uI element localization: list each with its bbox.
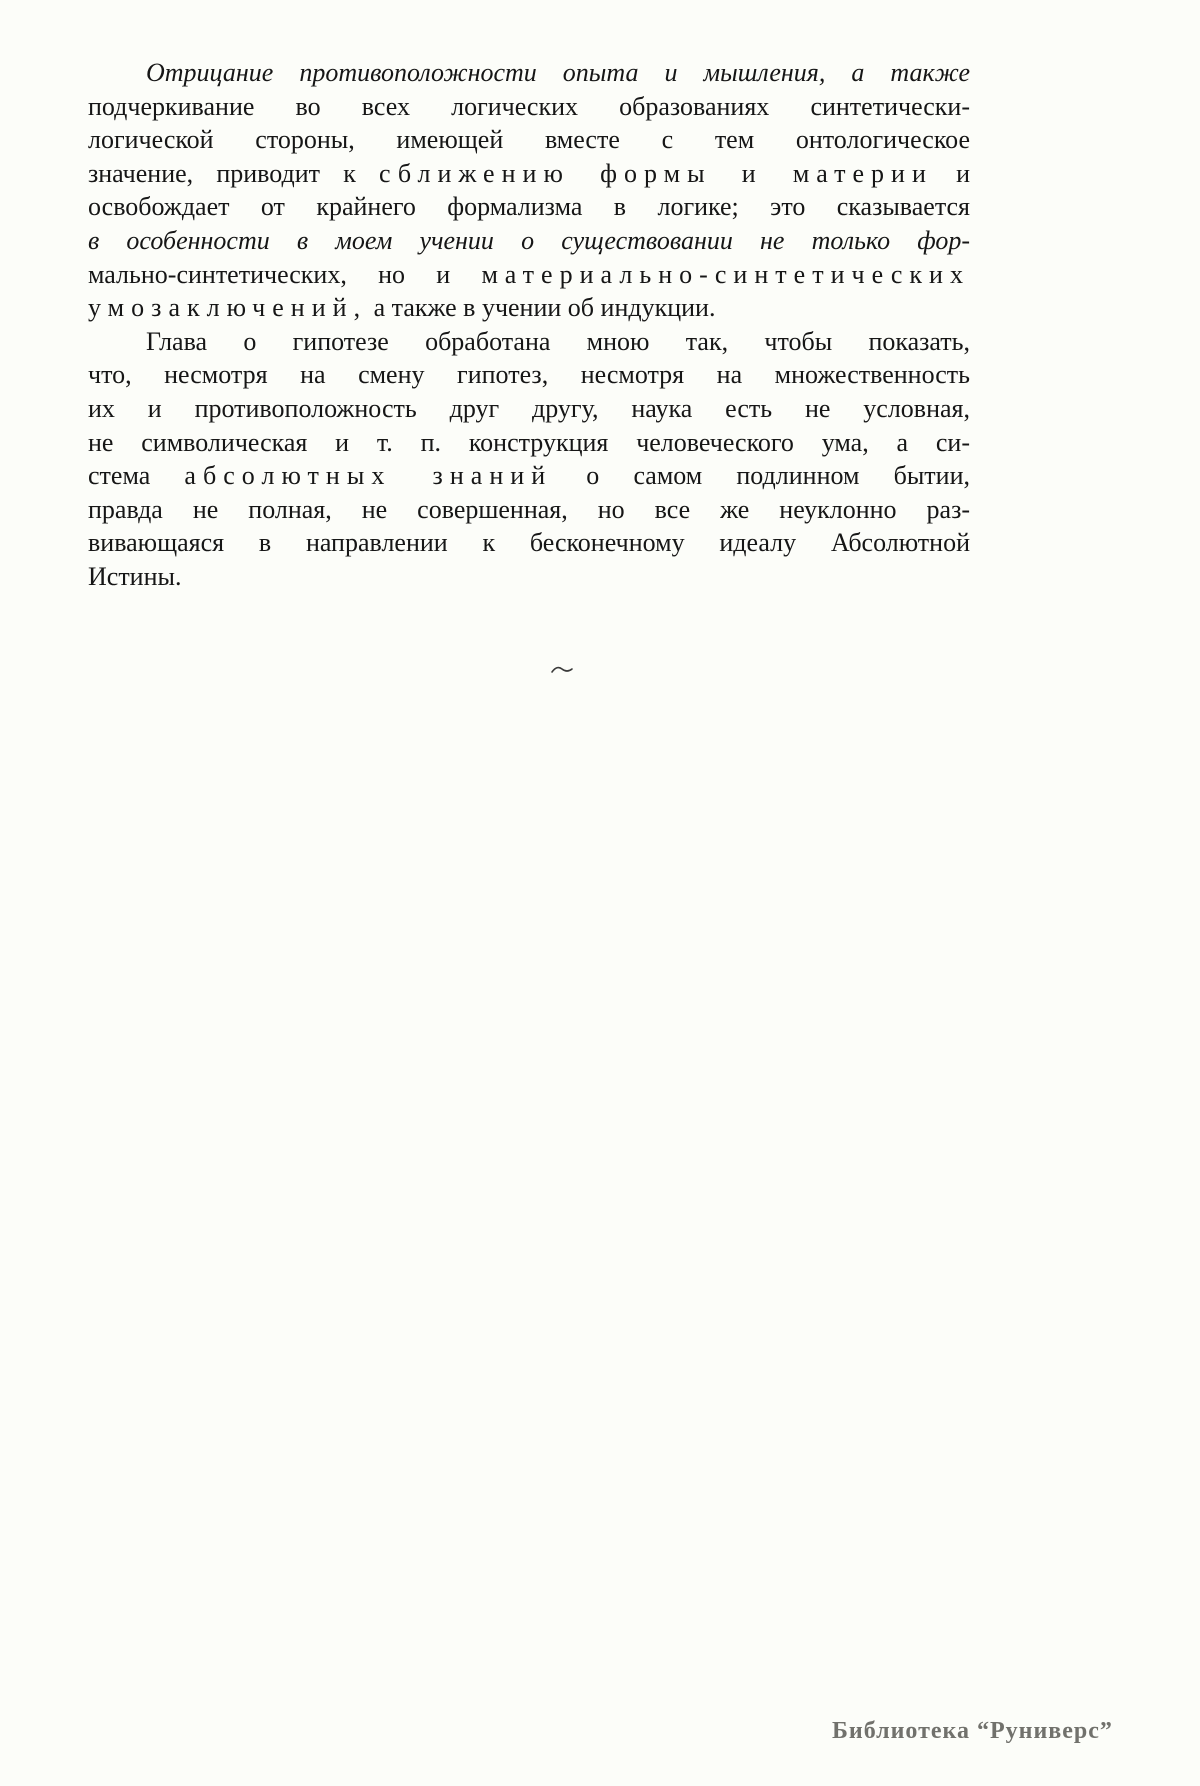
- text-segment-spaced: абсолютных знаний: [184, 461, 553, 491]
- text-segment-normal: вивающаяся в направлении к бесконечному идеалу Абсолютной: [88, 528, 970, 558]
- text-line: [88, 526, 970, 560]
- text-segment-italic: Отрицание противоположности опыта и мышления, а также: [146, 58, 970, 87]
- text-line: [88, 291, 970, 325]
- text-line: [88, 190, 970, 224]
- text-segment-normal: их и противоположность друг другу, наука есть не условная,: [88, 393, 970, 423]
- text-segment-normal: Глава о гипотезе обработана мною так, чтобы показать,: [146, 326, 970, 356]
- text-segment-normal: значение, приводит к: [88, 158, 379, 188]
- text-segment-spaced: материально-синтетических: [481, 259, 970, 289]
- library-watermark: Библиотека “Руниверс”: [832, 1718, 1113, 1744]
- text-line: [88, 157, 970, 191]
- text-segment-normal: о самом подлинном бытии,: [552, 461, 970, 491]
- text-line: [88, 459, 970, 493]
- text-segment-normal: освобождает от крайнего формализма в логике; это сказывается: [88, 192, 970, 222]
- text-segment-normal: подчеркивание во всех логических образованиях синтетически-: [88, 91, 970, 121]
- text-line: [88, 224, 970, 258]
- text-segment-normal: что, несмотря на смену гипотез, несмотря на множественность: [88, 360, 970, 390]
- text-line: [88, 258, 970, 292]
- text-line: [88, 123, 970, 157]
- text-line: [88, 56, 970, 90]
- text-segment-normal: логической стороны, имеющей вместе с тем онтологическое: [88, 125, 970, 155]
- text-line: [88, 560, 970, 594]
- text-line: [88, 358, 970, 392]
- text-segment-spaced: сближению формы и материи: [379, 158, 933, 188]
- text-segment-normal: правда не полная, не совершенная, но все же неуклонно раз-: [88, 494, 970, 524]
- paragraph: [88, 56, 970, 325]
- text-segment-normal: и: [932, 158, 971, 188]
- text-line: [88, 325, 970, 359]
- text-segment-spaced: умозаключений,: [88, 293, 368, 323]
- text-segment-normal: не символическая и т. п. конструкция человеческого ума, а си-: [88, 427, 970, 457]
- paragraph: [88, 325, 970, 594]
- text-segment-italic: в особенности в моем учении о существовании не только фор-: [88, 225, 970, 255]
- scan-artifact-mark: [550, 662, 574, 676]
- text-segment-normal: стема: [88, 461, 185, 491]
- text-segment-normal: Истины.: [88, 561, 182, 591]
- text-segment-normal: мально-синтетических, но и: [88, 259, 482, 289]
- text-line: [88, 392, 970, 426]
- text-block: [88, 56, 970, 594]
- text-line: [88, 90, 970, 124]
- text-segment-normal: а также в учении об индукции.: [367, 293, 716, 323]
- text-line: [88, 426, 970, 460]
- text-line: [88, 493, 970, 527]
